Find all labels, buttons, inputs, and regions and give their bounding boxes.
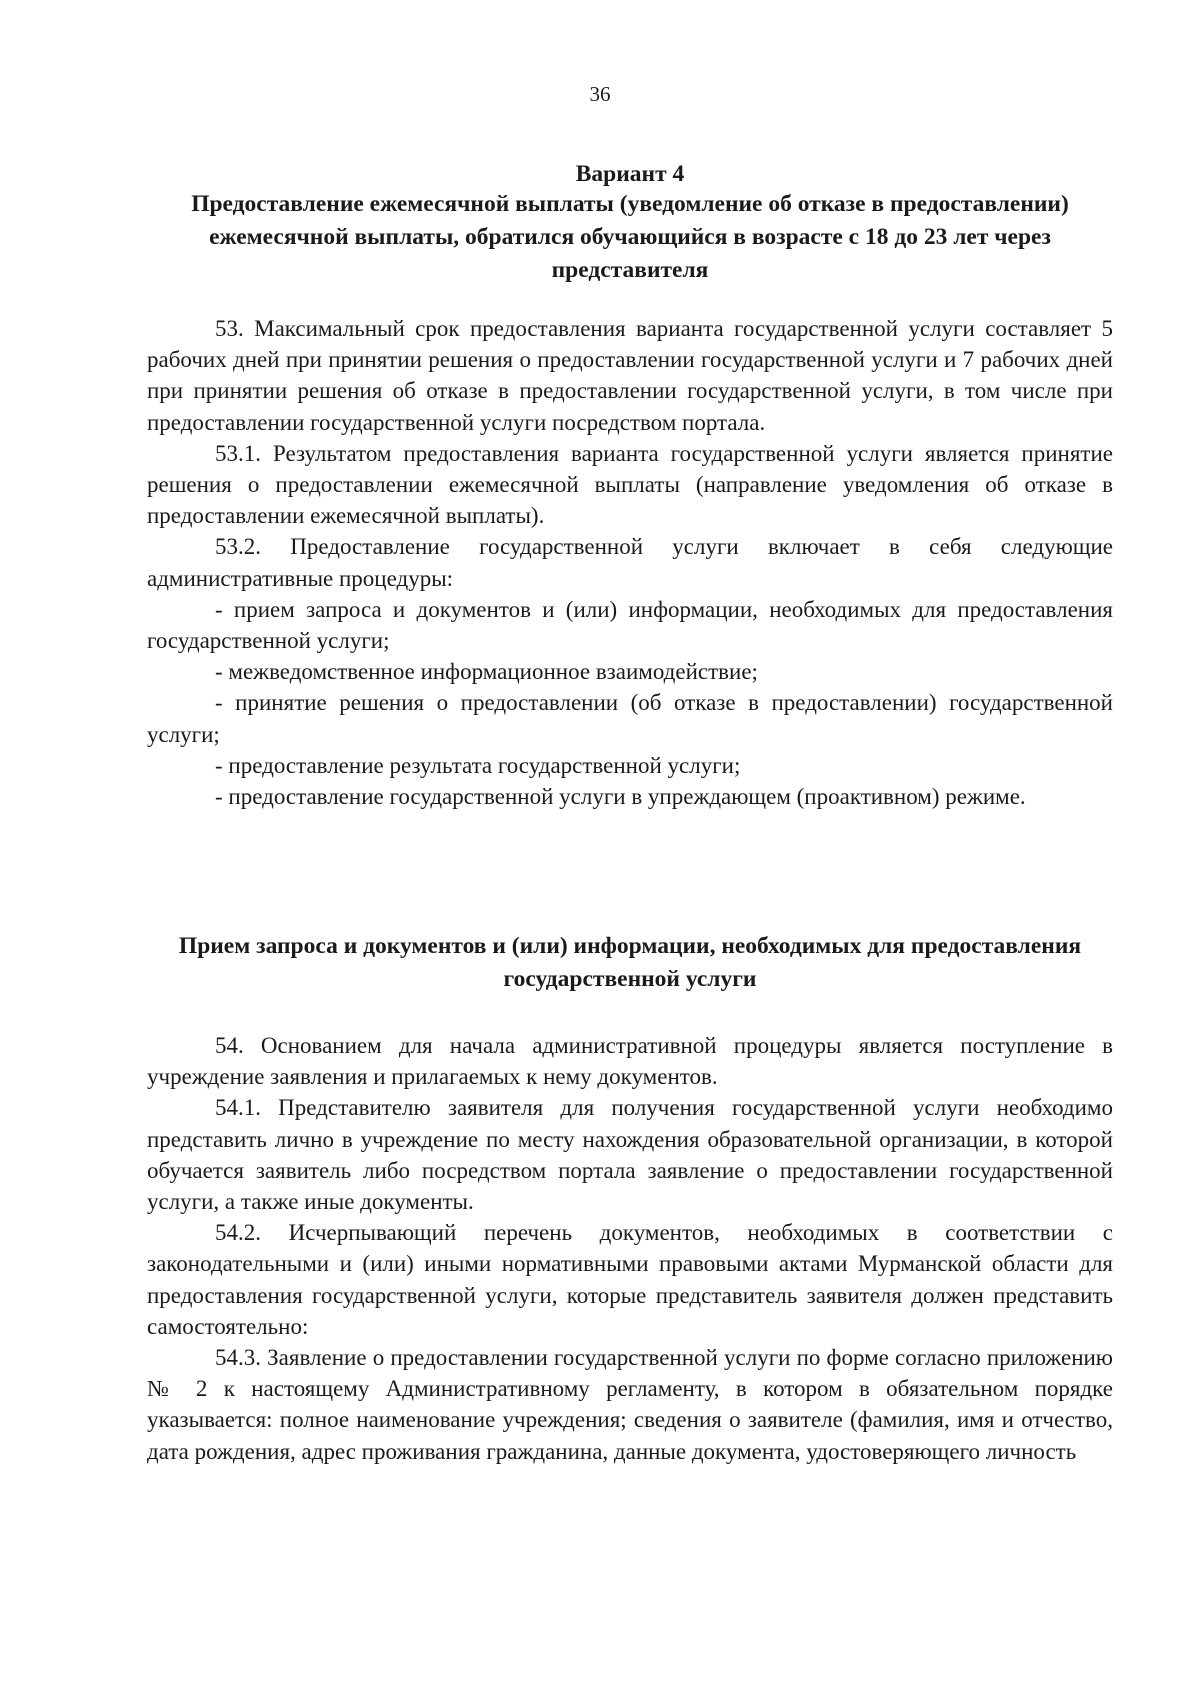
body-block-variant — [147, 313, 1113, 812]
paragraph-53-1: 53.1. Результатом предоставления варианта государственной услуги является принятие решения о предоставлении ежемесячной выплаты (направление уведомления об отказе в предоставлении ежемесячной выплаты). — [147, 440, 1113, 529]
variant-title: Вариант 4 — [575, 161, 685, 187]
paragraph-54-3: 54.3. Заявление о предоставлении государственной услуги по форме согласно приложению № 2 к настоящему Административному регламенту, в котором в обязательном порядке указывается: полное наименование учреждения; сведения о заявителе (фамилия, имя и отчество, дата рождения, адрес проживания гражданина, данные документа, удостоверяющего личность — [147, 1345, 1113, 1464]
procedure-item: - межведомственное информационное взаимодействие; — [215, 659, 758, 685]
section-title: Прием запроса и документов и (или) информации, необходимых для предоставления государственной услуги — [178, 933, 1082, 992]
procedure-item: - предоставление государственной услуги в упреждающем (проактивном) режиме. — [215, 784, 1026, 810]
paragraph-54: 54. Основанием для начала административной процедуры является поступление в учреждение заявления и прилагаемых к нему документов. — [147, 1033, 1113, 1090]
paragraph-54-1: 54.1. Представителю заявителя для получения государственной услуги необходимо представить лично в учреждение по месту нахождения образовательной организации, в которой обучается заявитель либо посредством портала заявление о предоставлении государственной услуги, а также иные документы. — [147, 1095, 1113, 1215]
paragraph-53: 53. Максимальный срок предоставления варианта государственной услуги составляет 5 рабочих дней при принятии решения о предоставлении государственной услуги и 7 рабочих дней при принятии решения об отказе в предоставлении государственной услуги, в том числе при предоставлении государственной услуги посредством портала. — [147, 316, 1113, 435]
procedure-item: - принятие решения о предоставлении (об отказе в предоставлении) государственной услуги; — [147, 690, 1113, 747]
procedure-item: - прием запроса и документов и (или) информации, необходимых для предоставления государственной услуги; — [147, 596, 1113, 654]
paragraph-54-2: 54.2. Исчерпывающий перечень документов, необходимых в соответствии с законодательными и (или) иными нормативными правовыми актами Мурманской области для предоставления государственной услуги, которые представитель заявителя должен представить самостоятельно: — [147, 1220, 1113, 1339]
page-number: 36 — [589, 82, 611, 106]
paragraph-53-2: 53.2. Предоставление государственной услуги включает в себя следующие административные процедуры: — [147, 534, 1113, 591]
variant-subtitle: Предоставление ежемесячной выплаты (уведомление об отказе в предоставлении) ежемесячной выплаты, обратился обучающийся в возрасте с 18 до 23 лет через представителя — [191, 191, 1069, 283]
body-block-section — [147, 1030, 1113, 1467]
procedure-item: - предоставление результата государственной услуги; — [215, 752, 741, 778]
